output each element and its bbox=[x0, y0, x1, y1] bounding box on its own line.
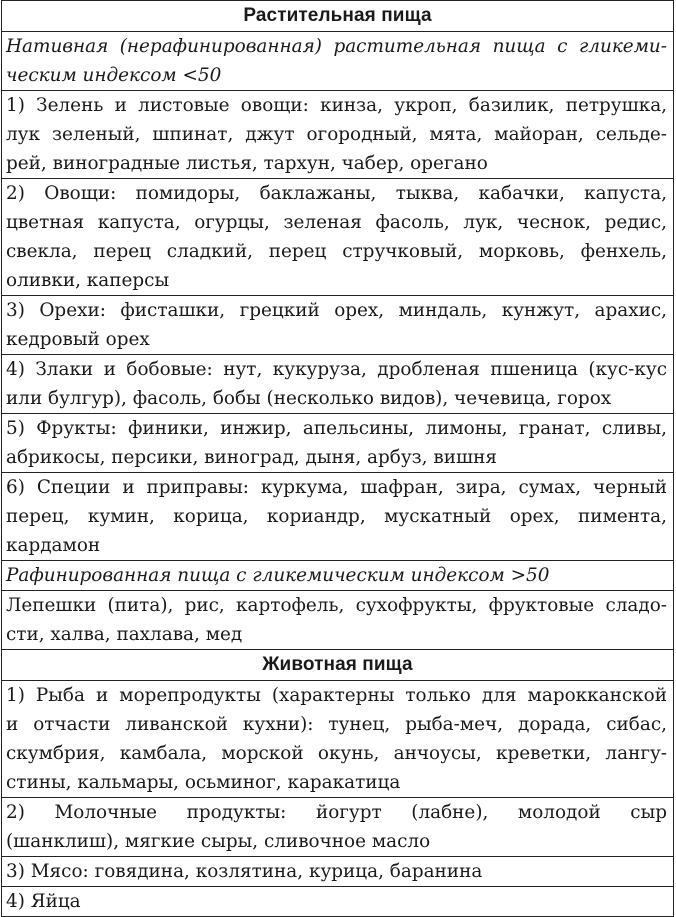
text-line: оливки, каперсы bbox=[6, 270, 170, 291]
item-nuts bbox=[1, 296, 674, 355]
item-vegetables bbox=[1, 179, 674, 296]
text-line: Рафинированная пища с гликемическим индексом >50 bbox=[6, 565, 550, 586]
item-grains-legumes bbox=[1, 355, 674, 414]
subheader-refined-food bbox=[1, 561, 674, 591]
text-line: 4) Злаки и бобовые: нут, кукуруза, дробленая пшеница (кус-кус bbox=[6, 359, 667, 380]
section-header-plant-food: Растительная пища bbox=[1, 0, 674, 32]
item-dairy bbox=[1, 798, 674, 857]
text-line: 2) Молочные продукты: йогурт (лабне), молодой сыр bbox=[6, 802, 667, 823]
text-line: 5) Фрукты: финики, инжир, апельсины, лимоны, гранат, сливы, bbox=[6, 418, 667, 439]
text-line: 3) Орехи: фисташки, грецкий орех, миндаль, кунжут, арахис, bbox=[6, 300, 667, 321]
text-line: абрикосы, персики, виноград, дыня, арбуз, вишня bbox=[6, 447, 497, 468]
text-line: сти, халва, пахлава, мед bbox=[6, 624, 243, 645]
text-line: кардамон bbox=[6, 535, 101, 556]
item-fruits bbox=[1, 414, 674, 473]
text-line: стины, кальмары, осьминог, каракатица bbox=[6, 772, 401, 793]
text-line: (шанклиш), мягкие сыры, сливочное масло bbox=[6, 831, 431, 852]
text-line: свекла, перец сладкий, перец стручковый, морковь, фенхель, bbox=[6, 241, 667, 262]
text-line: или булгур), фасоль, бобы (несколько видов), чечевица, горох bbox=[6, 388, 612, 409]
text-line: скумбрия, камбала, морской окунь, анчоусы, креветки, лангу- bbox=[6, 743, 667, 764]
text-line: и отчасти ливанской кухни): тунец, рыба-меч, дорада, сибас, bbox=[6, 714, 667, 735]
text-line: 2) Овощи: помидоры, баклажаны, тыква, кабачки, капуста, bbox=[6, 183, 667, 204]
food-table bbox=[1, 0, 674, 917]
text-line: 4) Яйца bbox=[6, 891, 81, 912]
item-refined-food bbox=[1, 591, 674, 650]
item-spices bbox=[1, 473, 674, 561]
item-meat bbox=[1, 857, 674, 887]
text-line: 6) Специи и приправы: куркума, шафран, зира, сумах, черный bbox=[6, 477, 667, 498]
item-greens bbox=[1, 91, 674, 179]
text-line: ческим индексом <50 bbox=[6, 65, 222, 86]
text-line: 1) Рыба и морепродукты (характерны только для марокканской bbox=[6, 685, 667, 706]
text-line: лук зеленый, шпинат, джут огородный, мята, майоран, сельде- bbox=[6, 124, 667, 145]
text-line: перец, кумин, корица, кориандр, мускатный орех, пимента, bbox=[6, 506, 667, 527]
item-fish-seafood bbox=[1, 681, 674, 798]
section-header-animal-food: Животная пища bbox=[1, 650, 674, 681]
text-line: кедровый орех bbox=[6, 329, 150, 350]
text-line: 3) Мясо: говядина, козлятина, курица, баранина bbox=[6, 861, 483, 882]
text-line: цветная капуста, огурцы, зеленая фасоль, лук, чеснок, редис, bbox=[6, 212, 667, 233]
subheader-native-plant-food bbox=[1, 32, 674, 91]
text-line: рей, виноградные листья, тархун, чабер, орегано bbox=[6, 153, 488, 174]
text-line: Нативная (нерафинированная) растительная пища с гликеми- bbox=[6, 36, 667, 57]
text-line: 1) Зелень и листовые овощи: кинза, укроп, базилик, петрушка, bbox=[6, 95, 667, 116]
item-eggs bbox=[1, 887, 674, 917]
text-line: Лепешки (пита), рис, картофель, сухофрукты, фруктовые сладо- bbox=[6, 595, 667, 616]
